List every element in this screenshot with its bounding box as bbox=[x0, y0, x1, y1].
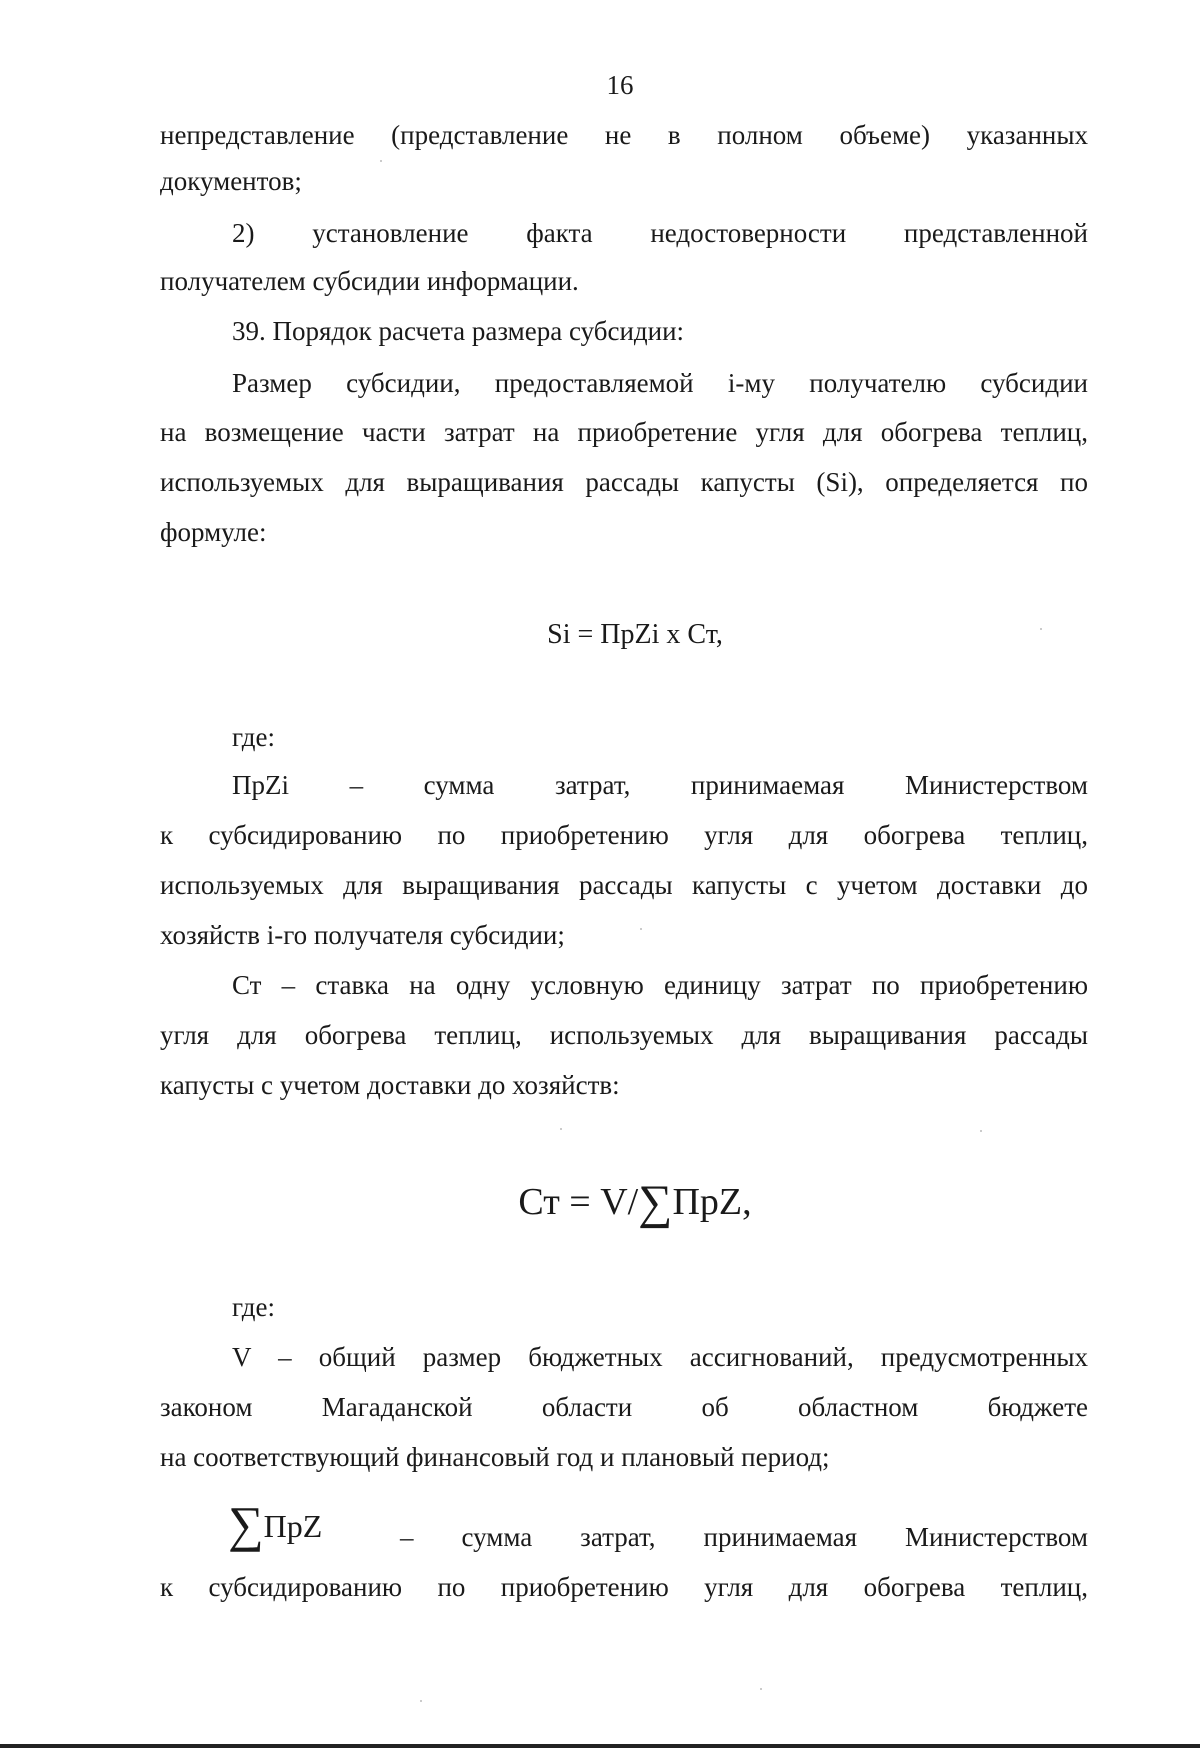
text-line: к субсидированию по приобретению угля для обогрева теплиц, bbox=[160, 820, 1088, 850]
definition-v: V – общий размер бюджетных ассигнований, предусмотренных bbox=[232, 1342, 1088, 1372]
where-label: где: bbox=[232, 722, 275, 752]
text-line: непредставление (представление не в полном объеме) указанных bbox=[160, 120, 1088, 150]
definition-sum-przi: – сумма затрат, принимаемая Министерством bbox=[400, 1522, 1088, 1552]
scan-speck bbox=[560, 1128, 562, 1130]
formula-ct bbox=[0, 1178, 1200, 1227]
text-line: используемых для выращивания рассады капусты (Si), определяется по bbox=[160, 467, 1088, 497]
scan-speck bbox=[420, 1700, 422, 1702]
where-label: где: bbox=[232, 1292, 275, 1322]
sum-przi-label bbox=[228, 1496, 323, 1552]
sigma-symbol: ∑ bbox=[638, 1176, 673, 1229]
formula-ct-lhs: Ст = V/ bbox=[518, 1181, 639, 1223]
paragraph-start: Размер субсидии, предоставляемой i-му получателю субсидии bbox=[232, 368, 1088, 398]
sigma-symbol: ∑ bbox=[228, 1496, 264, 1552]
text-line: формуле: bbox=[160, 517, 267, 547]
text-line: к субсидированию по приобретению угля для обогрева теплиц, bbox=[160, 1572, 1088, 1602]
scan-bottom-edge bbox=[0, 1744, 1200, 1748]
text-line: используемых для выращивания рассады капусты с учетом доставки до bbox=[160, 870, 1088, 900]
section-heading-39: 39. Порядок расчета размера субсидии: bbox=[232, 316, 685, 346]
scan-speck bbox=[980, 1130, 982, 1132]
scan-speck bbox=[760, 1688, 762, 1690]
text-line: капусты с учетом доставки до хозяйств: bbox=[160, 1070, 620, 1100]
scan-speck bbox=[1040, 628, 1042, 630]
scan-speck bbox=[640, 928, 642, 930]
formula-si: Si = ПрZi x Ст, bbox=[547, 619, 723, 650]
text-line: законом Магаданской области об областном бюджете bbox=[160, 1392, 1088, 1422]
page-number: 16 bbox=[606, 70, 634, 100]
sum-label-text: ПрZ bbox=[263, 1508, 323, 1544]
definition-ct: Ст – ставка на одну условную единицу затрат по приобретению bbox=[232, 970, 1088, 1000]
formula-ct-rhs: ПрZ, bbox=[672, 1181, 752, 1223]
list-item-2: 2) установление факта недостоверности представленной bbox=[232, 218, 1088, 248]
text-line: на соответствующий финансовый год и плановый период; bbox=[160, 1442, 830, 1472]
text-line: хозяйств i-го получателя субсидии; bbox=[160, 920, 565, 950]
text-line: на возмещение части затрат на приобретение угля для обогрева теплиц, bbox=[160, 417, 1088, 447]
definition-przi: ПрZi – сумма затрат, принимаемая Министерством bbox=[232, 770, 1088, 800]
text-line: угля для обогрева теплиц, используемых для выращивания рассады bbox=[160, 1020, 1088, 1050]
text-line: получателем субсидии информации. bbox=[160, 266, 579, 296]
scan-speck bbox=[380, 160, 382, 162]
text-line: документов; bbox=[160, 166, 302, 196]
